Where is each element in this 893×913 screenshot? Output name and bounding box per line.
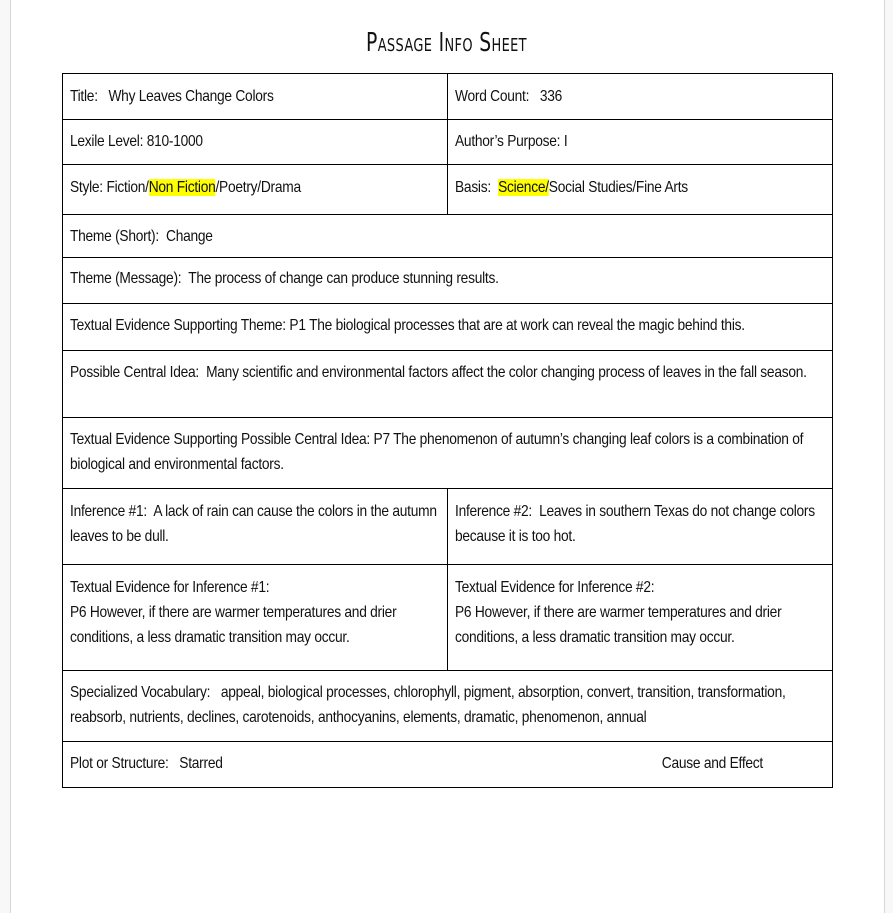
inference2-label: Inference #2:: [455, 503, 532, 520]
authors-purpose-label: Author’s Purpose:: [455, 133, 561, 150]
evidence-inference1-cell: [63, 565, 448, 671]
inference1-label: Inference #1:: [70, 503, 147, 520]
basis-cell: [448, 165, 833, 215]
theme-message-value: The process of change can produce stunning results.: [188, 270, 499, 287]
style-post: /Poetry/Drama: [215, 179, 301, 196]
style-pre: Fiction/: [106, 179, 149, 196]
lexile-cell: [63, 120, 448, 165]
evidence-central-idea-value: P7 The phenomenon of autumn’s changing leaf colors is a combination of biological and environmental factors.: [70, 431, 804, 473]
evidence-theme-value: P1 The biological processes that are at work can reveal the magic behind this.: [289, 317, 745, 334]
theme-message-label: Theme (Message):: [70, 270, 182, 287]
word-count-label: Word Count:: [455, 88, 530, 105]
page-title: Passage Info Sheet: [366, 28, 527, 58]
evidence-inference2-label: Textual Evidence for Inference #2:: [455, 579, 655, 596]
inference1-cell: [63, 489, 448, 565]
evidence-inference2-value: P6 However, if there are warmer temperatures and drier conditions, a less dramatic transition may occur.: [455, 604, 782, 646]
vocabulary-value: appeal, biological processes, chlorophyll, pigment, absorption, convert, transition, transformation, reabsorb, nutrients, declines, carotenoids, anthocyanins, elements, dramatic, phenomenon, annual: [70, 684, 786, 726]
passage-info-table: [62, 73, 833, 788]
evidence-central-idea-cell: [63, 418, 833, 489]
evidence-theme-cell: [63, 304, 833, 351]
style-cell: [63, 165, 448, 215]
plot-structure-right-value: Cause and Effect: [661, 755, 763, 772]
title-cell: [63, 74, 448, 120]
theme-message-cell: [63, 258, 833, 304]
authors-purpose-cell: [448, 120, 833, 165]
theme-short-label: Theme (Short):: [70, 228, 159, 245]
style-label: Style:: [70, 179, 103, 196]
title-value: Why Leaves Change Colors: [108, 88, 274, 105]
plot-structure-value: Starred: [179, 755, 223, 772]
word-count-cell: [448, 74, 833, 120]
lexile-label: Lexile Level:: [70, 133, 144, 150]
lexile-value: 810-1000: [146, 133, 203, 150]
plot-structure-label: Plot or Structure:: [70, 755, 169, 772]
basis-selected-highlight: Science/: [498, 179, 549, 196]
style-selected-highlight: Non Fiction: [148, 179, 216, 196]
central-idea-value: Many scientific and environmental factors affect the color changing process of leaves in the fall season.: [206, 364, 807, 381]
basis-post: Social Studies/Fine Arts: [548, 179, 688, 196]
authors-purpose-value: I: [563, 133, 568, 150]
basis-label: Basis:: [455, 179, 491, 196]
vocabulary-label: Specialized Vocabulary:: [70, 684, 211, 701]
inference2-value: Leaves in southern Texas do not change colors because it is too hot.: [455, 503, 815, 545]
theme-short-value: Change: [166, 228, 213, 245]
evidence-theme-label: Textual Evidence Supporting Theme:: [70, 317, 286, 334]
central-idea-label: Possible Central Idea:: [70, 364, 199, 381]
vocabulary-cell: [63, 671, 833, 742]
word-count-value: 336: [539, 88, 563, 105]
evidence-inference2-cell: [448, 565, 833, 671]
theme-short-cell: [63, 215, 833, 258]
plot-structure-cell: [63, 742, 833, 788]
inference2-cell: [448, 489, 833, 565]
evidence-central-idea-label: Textual Evidence Supporting Possible Central Idea:: [70, 431, 370, 448]
evidence-inference1-label: Textual Evidence for Inference #1:: [70, 579, 270, 596]
central-idea-cell: [63, 351, 833, 418]
title-label: Title:: [70, 88, 98, 105]
evidence-inference1-value: P6 However, if there are warmer temperatures and drier conditions, a less dramatic transition may occur.: [70, 604, 397, 646]
inference1-value: A lack of rain can cause the colors in the autumn leaves to be dull.: [70, 503, 437, 545]
